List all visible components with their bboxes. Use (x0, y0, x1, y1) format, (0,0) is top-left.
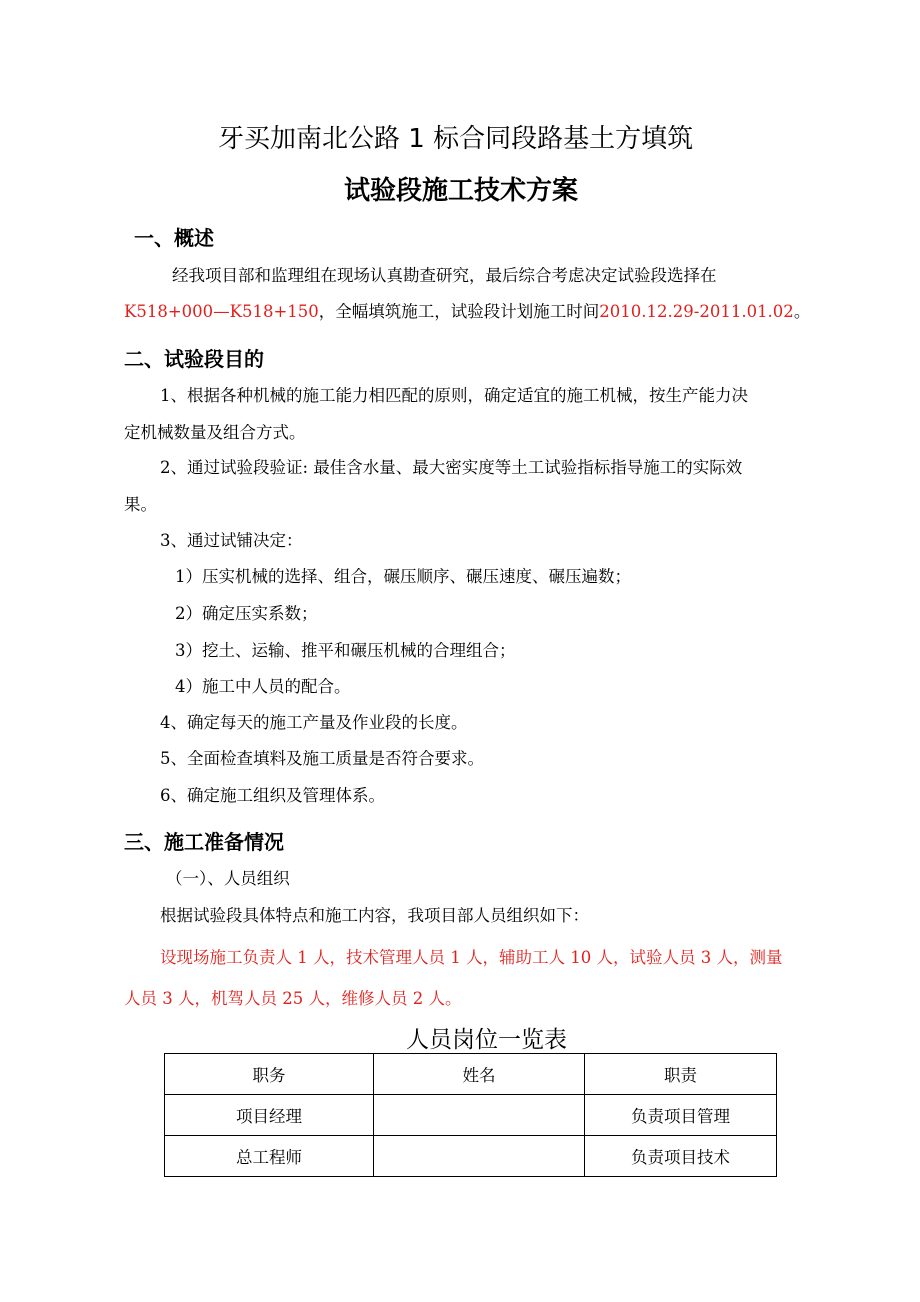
doc-title-line1: 牙买加南北公路 1 标合同段路基土方填筑 (218, 124, 694, 154)
section2-sub2: 2）确定压实系数； (175, 604, 318, 623)
doc-title-line2: 试验段施工技术方案 (344, 176, 579, 206)
table-row (165, 1095, 777, 1136)
header-position: 职务 (165, 1054, 374, 1095)
section2-item2-line2: 果。 (124, 495, 157, 514)
cell-position: 项目经理 (165, 1095, 374, 1136)
section1-end: 。 (793, 302, 811, 321)
table-header-row (165, 1054, 777, 1095)
cell-name (374, 1136, 585, 1177)
section2-item2-line1: 2、通过试验段验证: 最佳含水量、最大密实度等土工试验指标指导施工的实际效 (160, 458, 743, 477)
section3-heading: 三、施工准备情况 (124, 830, 284, 854)
cell-name (374, 1095, 585, 1136)
section1-para-line1: 经我项目部和监理组在现场认真勘查研究，最后综合考虑决定试验段选择在 (172, 266, 717, 285)
header-name: 姓名 (374, 1054, 585, 1095)
section2-item4: 4、确定每天的施工产量及作业段的长度。 (160, 713, 468, 732)
table-title: 人员岗位一览表 (406, 1027, 567, 1053)
construction-period: 2010.12.29-2011.01.02 (599, 302, 794, 321)
cell-duty: 负责项目管理 (585, 1095, 777, 1136)
section2-item1-line1: 1、根据各种机械的施工能力相匹配的原则，确定适宜的施工机械，按生产能力决 (160, 386, 748, 405)
section1-middle: ，全幅填筑施工，试验段计划施工时间 (318, 302, 600, 321)
section3-intro: 根据试验段具体特点和施工内容，我项目部人员组织如下： (160, 906, 589, 925)
staff-summary-line2: 人员 3 人，机驾人员 25 人，维修人员 2 人。 (124, 989, 462, 1008)
staff-summary-line1: 设现场施工负责人 1 人，技术管理人员 1 人，辅助工人 10 人，试验人员 3 人，测量 (160, 948, 783, 967)
table-row (165, 1136, 777, 1177)
section2-item1-line2: 定机械数量及组合方式。 (124, 423, 306, 442)
section2-item3: 3、通过试铺决定： (160, 531, 303, 550)
section3-subheading: （一）、人员组织 (166, 869, 290, 888)
cell-position: 总工程师 (165, 1136, 374, 1177)
header-duty: 职责 (585, 1054, 777, 1095)
staff-table (164, 1053, 777, 1177)
section2-item5: 5、全面检查填料及施工质量是否符合要求。 (160, 749, 484, 768)
cell-duty: 负责项目技术 (585, 1136, 777, 1177)
section1-heading: 一、概述 (134, 226, 214, 250)
section1-para-line2 (124, 301, 810, 323)
section2-sub4: 4）施工中人员的配合。 (175, 677, 351, 696)
section2-sub1: 1）压实机械的选择、组合，碾压顺序、碾压速度、碾压遍数； (175, 567, 631, 586)
section2-item6: 6、确定施工组织及管理体系。 (160, 786, 385, 805)
section-range: K518+000—K518+150 (124, 302, 319, 321)
section2-heading: 二、试验段目的 (124, 347, 264, 371)
section2-sub3: 3）挖土、运输、推平和碾压机械的合理组合； (175, 641, 516, 660)
